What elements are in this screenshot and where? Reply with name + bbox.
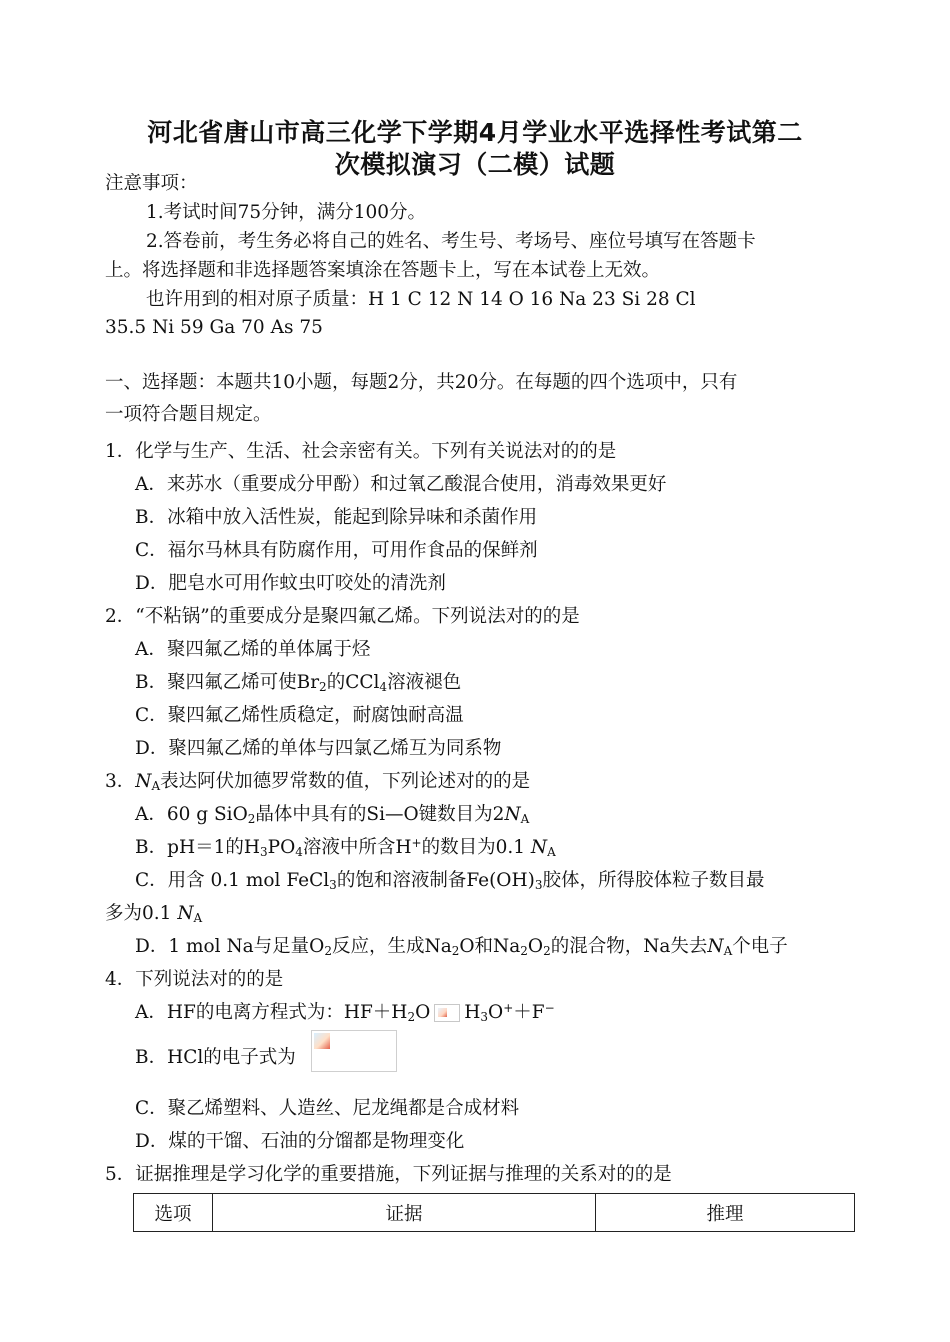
q4-option-c: C．聚乙烯塑料、人造丝、尼龙绳都是合成材料 — [135, 1098, 520, 1119]
q2-option-b: B．聚四氟乙烯可使$Br_2$的CCl$_4$溶液褪色 — [135, 672, 462, 694]
q5-col-option: 选项 — [134, 1194, 213, 1232]
q5-col-reasoning: 推理 — [596, 1194, 855, 1232]
q1-option-a: A．来苏水（重要成分甲酚）和过氧乙酸混合使用，消毒效果更好 — [135, 474, 667, 495]
q5-table — [133, 1193, 855, 1232]
q3-option-a: A．60 g SiO$_2$晶体中具有的Si—O键数目为$2N_A$ — [135, 804, 530, 826]
q3-option-c-line-2: 多为0.1 $N_A$ — [105, 903, 203, 925]
exam-title-line-1: 河北省唐山市高三化学下学期4月学业水平选择性考试第二 — [147, 118, 803, 147]
notice-item-2-line-1: 2.答卷前，考生务必将自己的姓名、考生号、考场号、座位号填写在答题卡 — [146, 231, 756, 252]
q2-stem: 2．“不粘锅”的重要成分是聚四氟乙烯。下列说法对的的是 — [105, 606, 580, 627]
q1-option-b: B．冰箱中放入活性炭，能起到除异味和杀菌作用 — [135, 507, 538, 528]
q5-stem: 5．证据推理是学习化学的重要措施，下列证据与推理的关系对的的是 — [105, 1164, 672, 1185]
q2-option-d: D．聚四氟乙烯的单体与四氯乙烯互为同系物 — [135, 738, 502, 759]
q5-table-header-row — [134, 1194, 855, 1232]
q3-option-c-line-1: C．用含 0.1 mol FeCl$_3$的饱和溶液制备$Fe(OH)_3$胶体，所得胶体粒子数目最 — [135, 870, 765, 892]
q4-option-d: D．煤的干馏、石油的分馏都是物理变化 — [135, 1131, 465, 1152]
q1-option-c: C．福尔马林具有防腐作用，可用作食品的保鲜剂 — [135, 540, 538, 561]
notice-heading: 注意事项： — [105, 173, 198, 194]
q3-option-d: D．1 mol Na与足量$O_2$反应，生成$Na_2O$和$Na_2O_2$的混合物，Na失去$N_A$个电子 — [135, 936, 788, 958]
q1-option-d: D．肥皂水可用作蚊虫叮咬处的清洗剂 — [135, 573, 446, 594]
section-1-heading-line-1: 一、选择题：本题共10小题，每题2分，共20分。在每题的四个选项中，只有 — [105, 372, 738, 393]
q3-stem: 3．$N_A$表达阿伏加德罗常数的值，下列论述对的的是 — [105, 771, 531, 793]
q3-option-b: B．pH＝1的$H_3PO_4$溶液中所含H+的数目为0.1 $N_A$ — [135, 836, 556, 859]
notice-item-1: 1.考试时间75分钟，满分100分。 — [146, 202, 427, 223]
q4-stem: 4．下列说法对的的是 — [105, 969, 284, 990]
electron-formula-image — [311, 1030, 397, 1072]
q1-stem: 1．化学与生产、生活、社会亲密有关。下列有关说法对的的是 — [105, 441, 617, 462]
q5-col-evidence: 证据 — [213, 1194, 596, 1232]
exam-title-line-2: 次模拟演习（二模）试题 — [334, 150, 616, 179]
q4-option-b: B．HCl的电子式为 — [135, 1047, 296, 1068]
q4-option-a: A．HF的电离方程式为：$HF+H_2O$ $H_3O^++F^-$ — [135, 1001, 555, 1024]
section-1-heading-line-2: 一项符合题目规定。 — [105, 404, 272, 425]
atomic-mass-line-1: 也许用到的相对原子质量：H 1 C 12 N 14 O 16 Na 23 Si 28 Cl — [146, 289, 696, 310]
q2-option-a: A．聚四氟乙烯的单体属于烃 — [135, 639, 371, 660]
equilibrium-arrow-image — [434, 1004, 460, 1022]
q2-option-c: C．聚四氟乙烯性质稳定，耐腐蚀耐高温 — [135, 705, 464, 726]
notice-item-2-line-2: 上。将选择题和非选择题答案填涂在答题卡上，写在本试卷上无效。 — [105, 260, 661, 281]
atomic-mass-line-2: 35.5 Ni 59 Ga 70 As 75 — [105, 317, 323, 338]
